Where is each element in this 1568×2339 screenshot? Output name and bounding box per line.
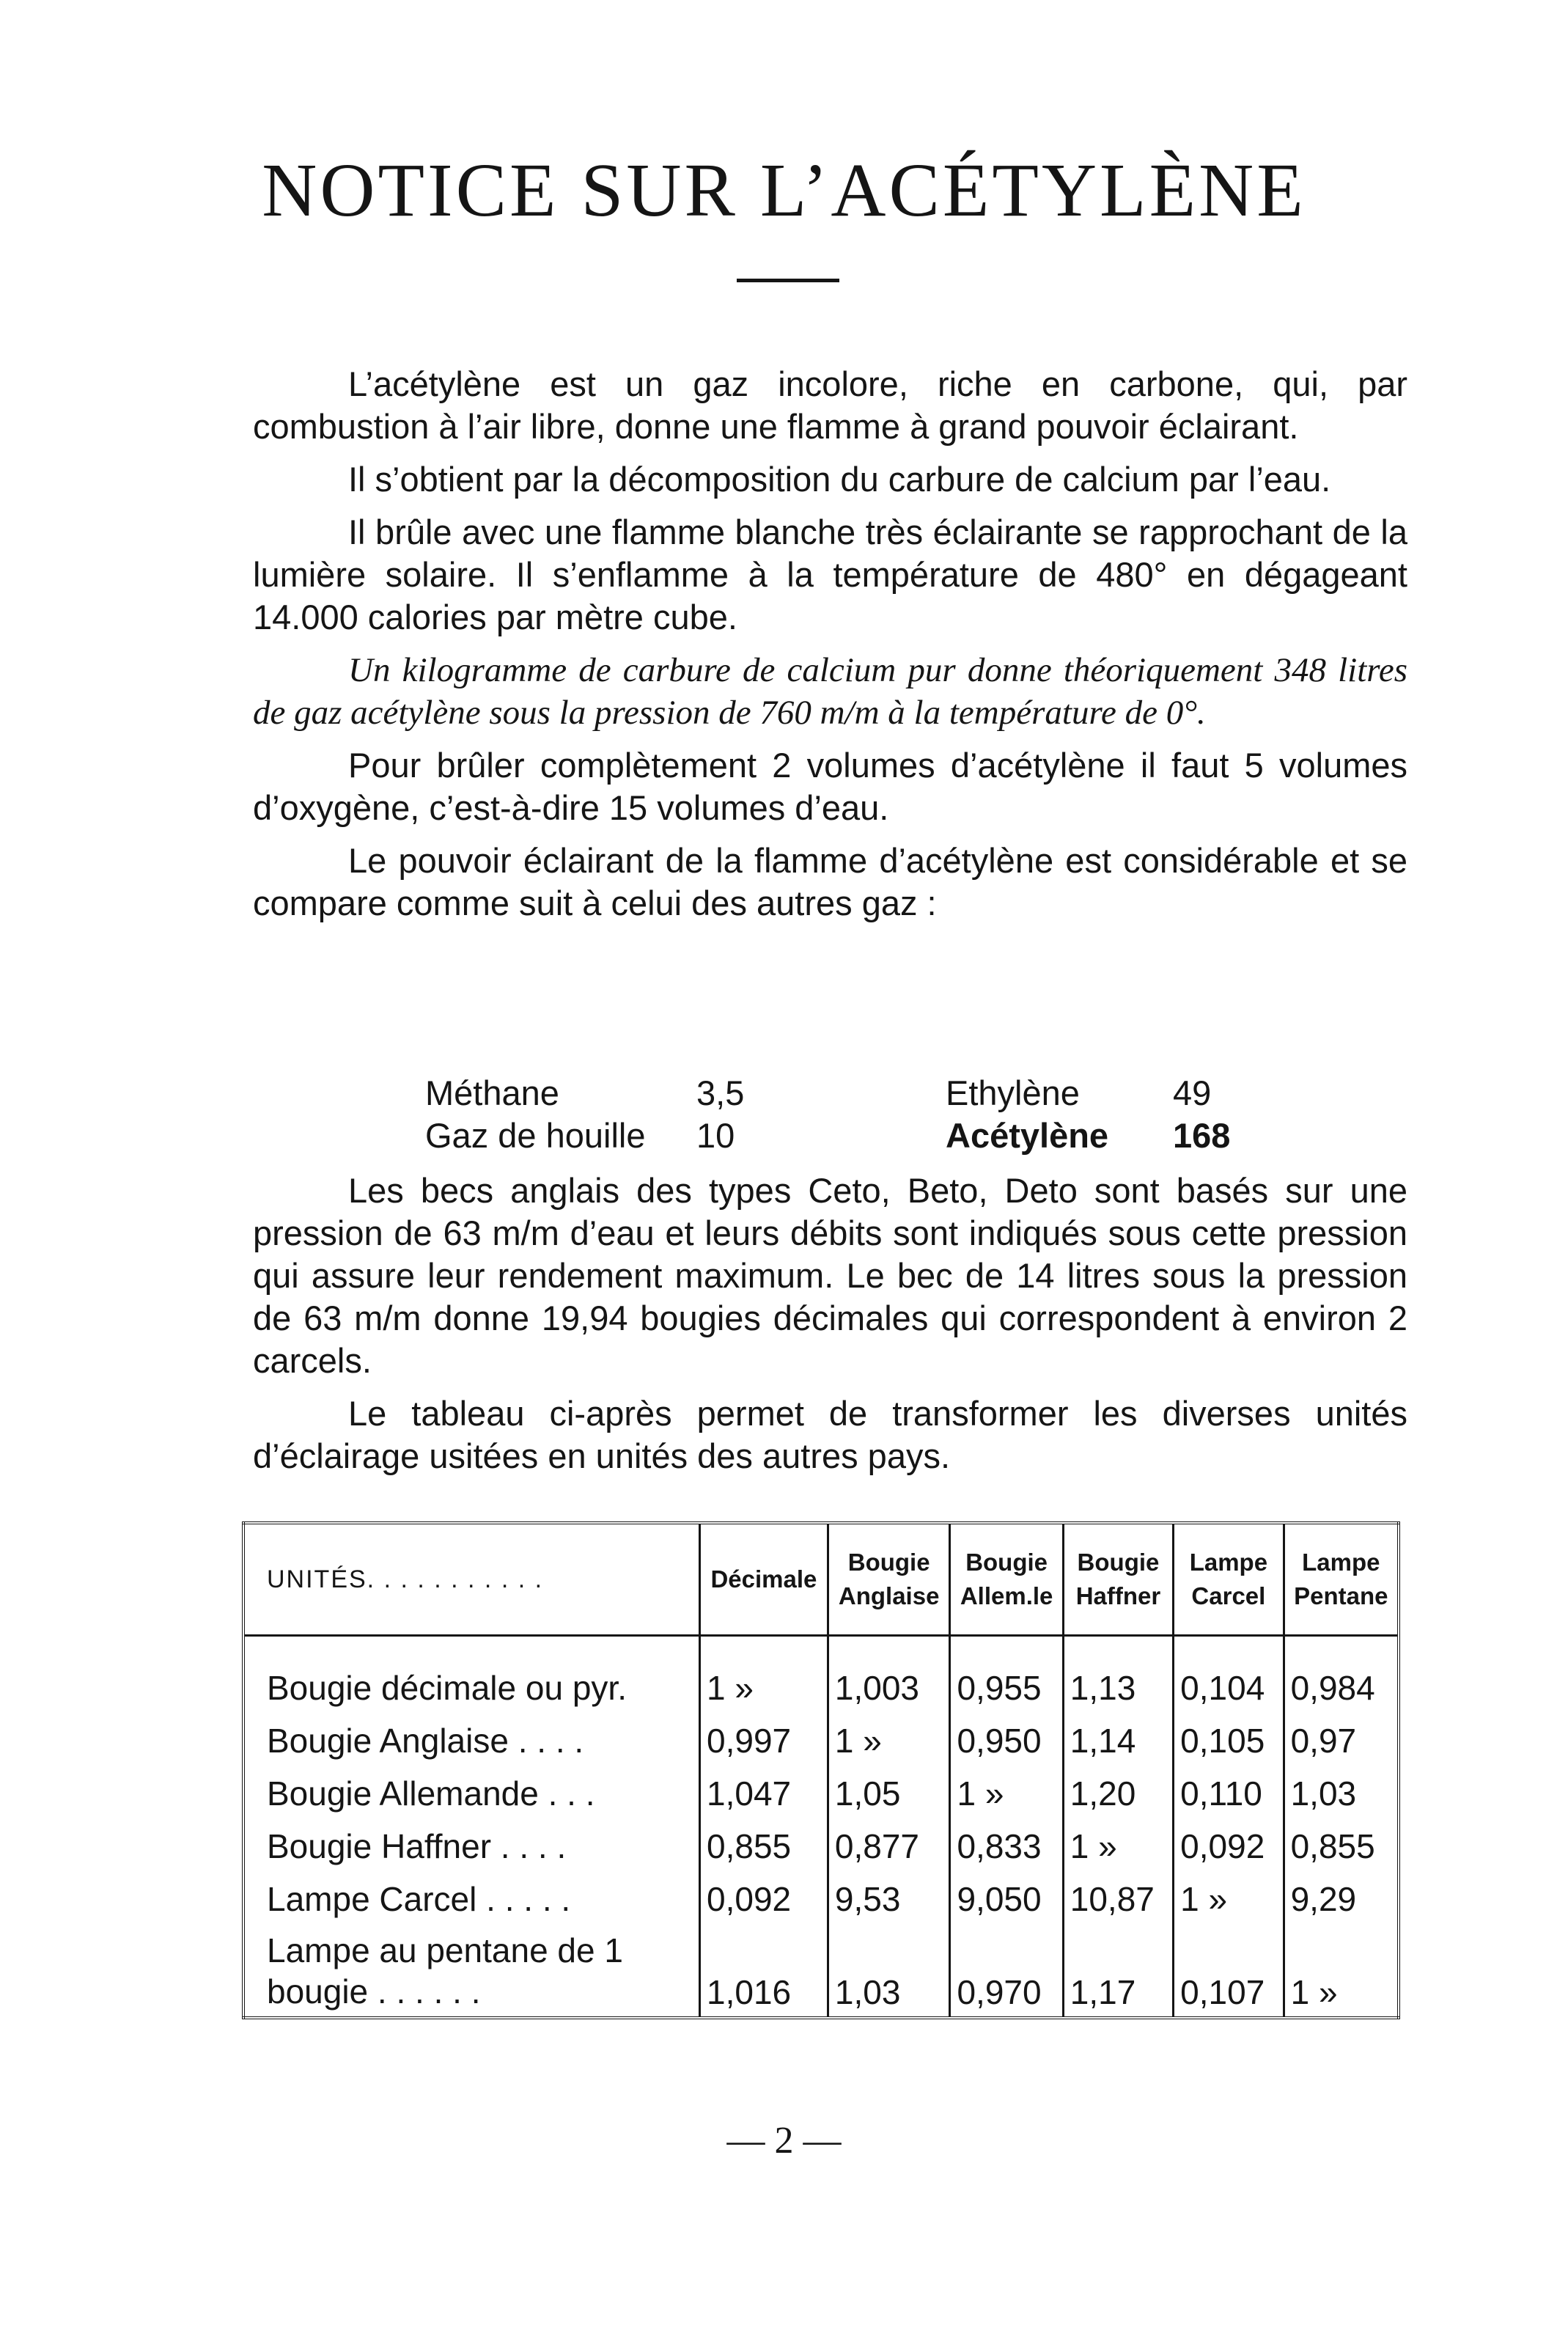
header-bougie-anglaise xyxy=(828,1523,950,1636)
table-cell: 0,970 xyxy=(950,1925,1063,2018)
table-header-row xyxy=(243,1523,1399,1636)
table-cell: 0,877 xyxy=(828,1820,950,1873)
row-label: Bougie Haffner . . . . xyxy=(267,1827,567,1865)
table-cell: 0,092 xyxy=(1174,1820,1284,1873)
col-label: Bougie xyxy=(1077,1549,1160,1576)
table-cell: 1 » xyxy=(1174,1873,1284,1925)
table-cell: 10,87 xyxy=(1063,1873,1173,1925)
header-bougie-allemande xyxy=(950,1523,1063,1636)
table-row xyxy=(243,1820,1399,1873)
table-cell: 1,047 xyxy=(700,1767,828,1820)
gas-value: 49 xyxy=(1173,1073,1212,1112)
paragraph-3: Il brûle avec une flamme blanche très éclairante se rapprochant de la lumière solaire. Il s’enflamme à la température de 480° en dégageant 14.000 calories par mètre cube. xyxy=(253,513,1407,636)
paragraph-4: Un kilogramme de carbure de calcium pur donne théoriquement 348 litres de gaz acétylène sous la pression de 760 m/m à la température de 0°. xyxy=(253,651,1407,732)
table-cell: 1 » xyxy=(950,1767,1063,1820)
table-cell: 0,950 xyxy=(950,1714,1063,1767)
row-label: Bougie décimale ou pyr. xyxy=(267,1669,627,1707)
table-cell: 1 » xyxy=(1063,1820,1173,1873)
gas-comparison xyxy=(425,1072,1261,1157)
row-label: Bougie Anglaise . . . . xyxy=(267,1722,584,1760)
page-number: — 2 — xyxy=(726,2120,842,2162)
table-cell: 1 » xyxy=(700,1661,828,1714)
table-cell: 1,05 xyxy=(828,1767,950,1820)
header-bougie-haffner xyxy=(1063,1523,1173,1636)
table-row xyxy=(243,1714,1399,1767)
table-cell: 0,855 xyxy=(1284,1820,1399,1873)
gas-value: 168 xyxy=(1173,1116,1231,1155)
table-cell: 0,107 xyxy=(1174,1925,1284,2018)
table-cell: 0,110 xyxy=(1174,1767,1284,1820)
col-label: Lampe xyxy=(1302,1549,1380,1576)
paragraph-1: L’acétylène est un gaz incolore, riche en carbone, qui, par combustion à l’air libre, donne une flamme à grand pouvoir éclairant. xyxy=(253,364,1407,446)
table-row xyxy=(243,1925,1399,2018)
row-label: Lampe au pentane de 1 bougie . . . . . . xyxy=(267,1931,623,2011)
paragraph-5: Pour brûler complètement 2 volumes d’acétylène il faut 5 volumes d’oxygène, c’est-à-dire 15 volumes d’eau. xyxy=(253,746,1407,827)
comparison-row xyxy=(425,1072,1261,1115)
col-label: Carcel xyxy=(1191,1582,1266,1609)
col-label: Allem.le xyxy=(960,1582,1053,1609)
col-label: Anglaise xyxy=(838,1582,940,1609)
header-lampe-carcel xyxy=(1174,1523,1284,1636)
paragraph-2: Il s’obtient par la décomposition du carbure de calcium par l’eau. xyxy=(348,460,1331,499)
paragraph-8: Le tableau ci-après permet de transformer les diverses unités d’éclairage usitées en unités des autres pays. xyxy=(253,1394,1407,1475)
table-cell: 1,03 xyxy=(1284,1767,1399,1820)
gas-value: 3,5 xyxy=(696,1073,745,1112)
table-cell: 0,104 xyxy=(1174,1661,1284,1714)
gas-value: 10 xyxy=(696,1116,735,1155)
beco-text xyxy=(253,1170,1407,1488)
table-cell: 0,833 xyxy=(950,1820,1063,1873)
table-row xyxy=(243,1661,1399,1714)
table-cell: 0,092 xyxy=(700,1873,828,1925)
table-row xyxy=(243,1873,1399,1925)
table-cell: 9,53 xyxy=(828,1873,950,1925)
col-label: Pentane xyxy=(1294,1582,1388,1609)
intro-text xyxy=(253,363,1407,935)
col-label: Décimale xyxy=(710,1565,817,1593)
table-cell: 1,016 xyxy=(700,1925,828,2018)
paragraph-6: Le pouvoir éclairant de la flamme d’acétylène est considérable et se compare comme suit à celui des autres gaz : xyxy=(253,841,1407,922)
col-label: Lampe xyxy=(1189,1549,1268,1576)
header-decimale xyxy=(700,1523,828,1636)
table-cell: 1 » xyxy=(1284,1925,1399,2018)
table-cell: 1,14 xyxy=(1063,1714,1173,1767)
table-cell: 9,050 xyxy=(950,1873,1063,1925)
row-label: Bougie Allemande . . . xyxy=(267,1774,595,1813)
header-lampe-pentane xyxy=(1284,1523,1399,1636)
paragraph-7: Les becs anglais des types Ceto, Beto, Deto sont basés sur une pression de 63 m/m d’eau et leurs débits sont indiqués sous cette pression qui assure leur rendement maximum. Le bec de 14 litres sous la pression de 63 m/m donne 19,94 bougies décimales qui correspondent à environ 2 carcels. xyxy=(253,1171,1407,1380)
table-cell: 1,13 xyxy=(1063,1661,1173,1714)
col-label: Bougie xyxy=(965,1549,1048,1576)
table-cell: 1 » xyxy=(828,1714,950,1767)
table-cell: 0,984 xyxy=(1284,1661,1399,1714)
table-cell: 1,003 xyxy=(828,1661,950,1714)
page-title: NOTICE SUR L’ACÉTYLÈNE xyxy=(262,148,1306,232)
table-cell: 1,17 xyxy=(1063,1925,1173,2018)
table-cell: 9,29 xyxy=(1284,1873,1399,1925)
row-label: Lampe Carcel . . . . . xyxy=(267,1880,571,1918)
table-cell: 1,20 xyxy=(1063,1767,1173,1820)
gas-name: Méthane xyxy=(425,1073,559,1112)
table-cell: 0,97 xyxy=(1284,1714,1399,1767)
table-row xyxy=(243,1767,1399,1820)
units-conversion-table xyxy=(242,1521,1400,2019)
table-spacer xyxy=(243,1636,1399,1662)
gas-name: Acétylène xyxy=(946,1116,1109,1155)
table-cell: 1,03 xyxy=(828,1925,950,2018)
table-cell: 0,105 xyxy=(1174,1714,1284,1767)
table-cell: 0,955 xyxy=(950,1661,1063,1714)
col-label: Haffner xyxy=(1075,1582,1161,1609)
header-unites: UNITÉS. . . . . . . . . . . xyxy=(243,1523,700,1636)
gas-name: Ethylène xyxy=(946,1073,1080,1112)
table-cell: 0,855 xyxy=(700,1820,828,1873)
title-divider xyxy=(737,279,839,282)
col-label: Bougie xyxy=(847,1549,930,1576)
gas-name: Gaz de houille xyxy=(425,1116,646,1155)
table-cell: 0,997 xyxy=(700,1714,828,1767)
comparison-row xyxy=(425,1115,1261,1157)
